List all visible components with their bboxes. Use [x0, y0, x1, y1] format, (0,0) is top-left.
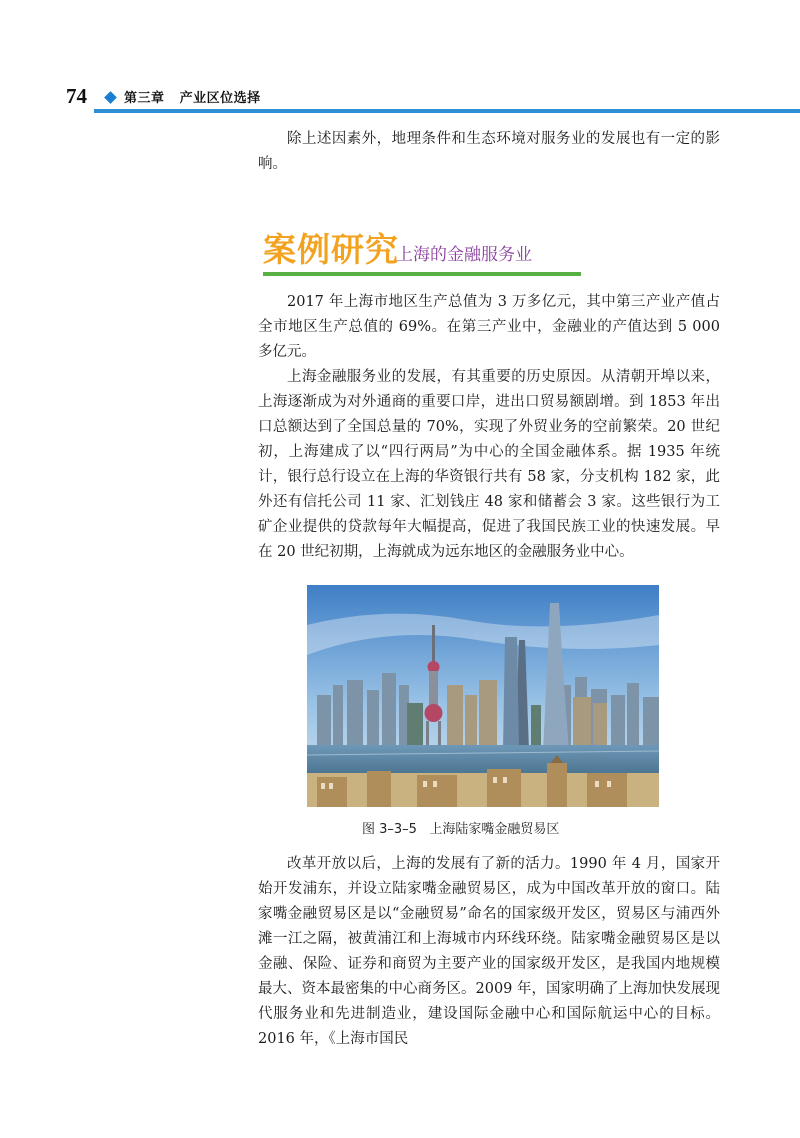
case-study-underline — [263, 272, 581, 276]
page-header — [0, 84, 800, 114]
skyline-photo — [307, 585, 659, 807]
case-study-title: 上海的金融服务业 — [396, 245, 532, 265]
page-number: 74 — [66, 84, 87, 108]
body-paragraph-2: 上海金融服务业的发展，有其重要的历史原因。从清朝开埠以来，上海逐渐成为对外通商的重要口岸，进出口贸易额剧增。到 1853 年出口总额达到了全国总量的 70%，实现了外贸业务的空前繁荣。20 世纪初，上海建成了以“四行两局”为中心的全国金融体系。据 1935 年统计，银行总行设立在上海的华资银行共有 58 家，分支机构 182 家，此外还有信托公司 11 家、汇划钱庄 48 家和储蓄会 3 家。这些银行为工矿企业提供的贷款每年大幅提高，促进了我国民族工业的快速发展。早在 20 世纪初期，上海就成为远东地区的金融服务业中心。 — [258, 369, 720, 560]
header-rule — [94, 109, 800, 113]
body-paragraph-1: 2017 年上海市地区生产总值为 3 万多亿元，其中第三产业产值占全市地区生产总值的 69%。在第三产业中，金融业的产值达到 5 000 多亿元。 — [258, 294, 720, 360]
case-study-heading — [263, 224, 581, 276]
figure-caption: 图 3–3–5 上海陆家嘴金融贸易区 — [362, 822, 560, 837]
chapter-title: 第三章 产业区位选择 — [124, 91, 261, 106]
intro-paragraph: 除上述因素外，地理条件和生态环境对服务业的发展也有一定的影响。 — [258, 131, 720, 172]
case-study-label: 案例研究 — [263, 230, 399, 269]
body-paragraph-3: 改革开放以后，上海的发展有了新的活力。1990 年 4 月，国家开始开发浦东，并设立陆家嘴金融贸易区，成为中国改革开放的窗口。陆家嘴金融贸易区是以“金融贸易”命名的国家级开发区，贸易区与浦西外滩一江之隔，被黄浦江和上海城市内环线环绕。陆家嘴金融贸易区是以金融、保险、证券和商贸为主要产业的国家级开发区，是我国内地规模最大、资本最密集的中心商务区。2009 年，国家明确了上海加快发展现代服务业和先进制造业，建设国际金融中心和国际航运中心的目标。2016 年，《上海市国民 — [258, 856, 721, 1047]
diamond-bullet-icon — [104, 91, 117, 104]
